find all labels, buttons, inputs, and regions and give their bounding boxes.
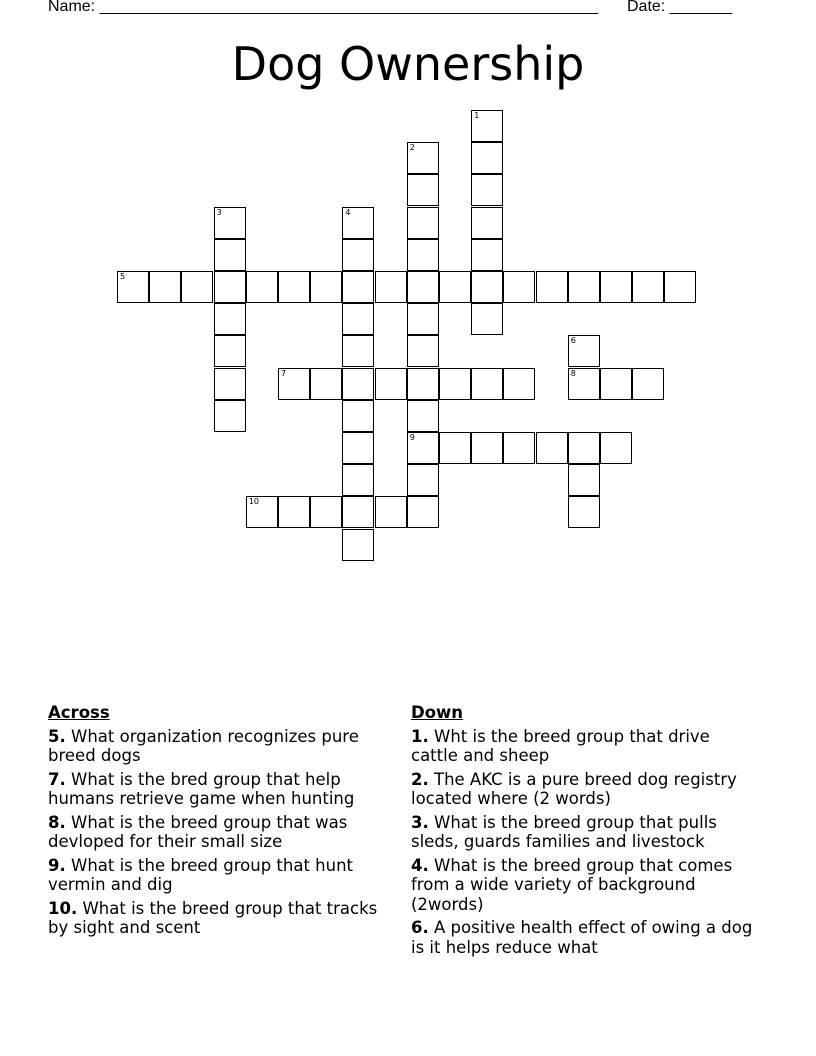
grid-cell[interactable] <box>439 432 471 464</box>
grid-cell[interactable] <box>471 271 503 303</box>
clue-text: What is the breed group that hunt vermin and dig <box>48 855 354 894</box>
grid-cell[interactable] <box>342 496 374 528</box>
grid-cell[interactable] <box>439 368 471 400</box>
grid-cell[interactable] <box>310 368 342 400</box>
grid-cell[interactable] <box>214 271 246 303</box>
grid-cell[interactable] <box>375 368 407 400</box>
grid-cell[interactable] <box>471 207 503 239</box>
grid-cell[interactable] <box>471 432 503 464</box>
grid-cell[interactable] <box>342 207 374 239</box>
grid-cell[interactable] <box>568 271 600 303</box>
grid-cell[interactable] <box>117 271 149 303</box>
grid-cell[interactable] <box>181 271 213 303</box>
cell-number: 9 <box>409 433 415 442</box>
grid-cell[interactable] <box>375 496 407 528</box>
grid-cell[interactable] <box>664 271 696 303</box>
grid-cell[interactable] <box>342 400 374 432</box>
grid-cell[interactable] <box>471 174 503 206</box>
grid-cell[interactable] <box>471 142 503 174</box>
clue-number: 6. <box>411 918 429 937</box>
grid-cell[interactable] <box>407 174 439 206</box>
grid-cell[interactable] <box>536 271 568 303</box>
grid-cell[interactable] <box>600 368 632 400</box>
grid-cell[interactable] <box>342 464 374 496</box>
across-clue <box>48 899 398 938</box>
grid-cell[interactable] <box>342 368 374 400</box>
grid-cell[interactable] <box>407 142 439 174</box>
grid-cell[interactable] <box>214 207 246 239</box>
grid-cell[interactable] <box>407 400 439 432</box>
grid-cell[interactable] <box>214 368 246 400</box>
grid-cell[interactable] <box>342 529 374 561</box>
clue-text: The AKC is a pure breed dog registry located where (2 words) <box>411 769 737 808</box>
across-clue <box>48 856 398 895</box>
across-clue <box>48 813 398 852</box>
grid-cell[interactable] <box>407 496 439 528</box>
grid-cell[interactable] <box>278 271 310 303</box>
cell-number: 10 <box>248 497 259 507</box>
cell-number: 2 <box>409 143 415 153</box>
clue-text: What is the breed group that comes from a wide variety of background (2words) <box>411 855 733 914</box>
clue-text: What is the breed group that was devloped for their small size <box>48 812 348 851</box>
grid-cell[interactable] <box>375 271 407 303</box>
grid-cell[interactable] <box>278 496 310 528</box>
grid-cell[interactable] <box>342 271 374 303</box>
down-clue <box>411 856 756 915</box>
grid-cell[interactable] <box>471 110 503 142</box>
grid-cell[interactable] <box>246 496 278 528</box>
down-heading: Down <box>411 703 464 722</box>
clue-number: 1. <box>411 726 429 746</box>
grid-cell[interactable] <box>214 303 246 335</box>
puzzle-title: Dog Ownership <box>231 37 585 91</box>
clue-text: A positive health effect of owing a dog is it helps reduce what <box>411 918 753 957</box>
grid-cell[interactable] <box>407 207 439 239</box>
grid-cell[interactable] <box>407 464 439 496</box>
grid-cell[interactable] <box>503 368 535 400</box>
grid-cell[interactable] <box>471 239 503 271</box>
grid-cell[interactable] <box>407 335 439 367</box>
down-clue <box>411 918 756 957</box>
clue-text: What organization recognizes pure breed dogs <box>48 726 359 765</box>
clue-number: 7. <box>48 769 66 789</box>
clue-number: 9. <box>48 855 66 875</box>
grid-cell[interactable] <box>503 432 535 464</box>
grid-cell[interactable] <box>568 432 600 464</box>
grid-cell[interactable] <box>471 368 503 400</box>
name-field[interactable]: Name: ________________________________________________________ <box>48 0 598 15</box>
grid-cell[interactable] <box>568 335 600 367</box>
cell-number: 8 <box>570 368 576 378</box>
clue-number: 8. <box>48 812 66 832</box>
grid-cell[interactable] <box>214 400 246 432</box>
cell-number: 3 <box>216 207 222 217</box>
down-clue <box>411 770 756 809</box>
cell-number: 5 <box>120 272 126 281</box>
grid-cell[interactable] <box>214 335 246 367</box>
clue-text: Wht is the breed group that drive cattle and sheep <box>411 726 710 765</box>
down-clue <box>411 813 756 852</box>
grid-cell[interactable] <box>503 271 535 303</box>
cell-number: 1 <box>474 111 480 120</box>
grid-cell[interactable] <box>310 496 342 528</box>
grid-cell[interactable] <box>600 432 632 464</box>
grid-cell[interactable] <box>342 239 374 271</box>
grid-cell[interactable] <box>568 496 600 528</box>
grid-cell[interactable] <box>600 271 632 303</box>
grid-cell[interactable] <box>632 271 664 303</box>
grid-cell[interactable] <box>214 239 246 271</box>
down-clues <box>411 703 756 961</box>
grid-cell[interactable] <box>278 368 310 400</box>
grid-cell[interactable] <box>310 271 342 303</box>
grid-cell[interactable] <box>632 368 664 400</box>
across-clue <box>48 727 398 766</box>
grid-cell[interactable] <box>536 432 568 464</box>
clue-number: 3. <box>411 812 429 832</box>
grid-cell[interactable] <box>342 432 374 464</box>
cell-number: 4 <box>345 207 351 217</box>
cell-number: 7 <box>281 368 287 378</box>
grid-cell[interactable] <box>568 464 600 496</box>
grid-cell[interactable] <box>246 271 278 303</box>
clue-number: 5. <box>48 726 66 746</box>
across-clues <box>48 703 398 942</box>
grid-cell[interactable] <box>568 368 600 400</box>
clue-text: What is the breed group that tracks by sight and scent <box>48 898 378 937</box>
clue-text: What is the bred group that help humans retrieve game when hunting <box>48 769 355 808</box>
across-heading: Across <box>48 703 110 722</box>
grid-cell[interactable] <box>342 335 374 367</box>
grid-cell[interactable] <box>407 432 439 464</box>
across-clue <box>48 770 398 809</box>
clue-number: 10. <box>48 898 78 918</box>
clue-number: 2. <box>411 769 429 789</box>
grid-cell[interactable] <box>407 368 439 400</box>
down-clue <box>411 727 756 766</box>
clue-text: What is the breed group that pulls sleds, guards families and livestock <box>411 812 717 851</box>
grid-cell[interactable] <box>439 271 471 303</box>
grid-cell[interactable] <box>149 271 181 303</box>
cell-number: 6 <box>570 336 576 346</box>
grid-cell[interactable] <box>471 303 503 335</box>
date-field[interactable]: Date: _______ <box>627 0 732 15</box>
grid-cell[interactable] <box>407 239 439 271</box>
clue-number: 4. <box>411 855 429 875</box>
grid-cell[interactable] <box>342 303 374 335</box>
grid-cell[interactable] <box>407 303 439 335</box>
grid-cell[interactable] <box>407 271 439 303</box>
